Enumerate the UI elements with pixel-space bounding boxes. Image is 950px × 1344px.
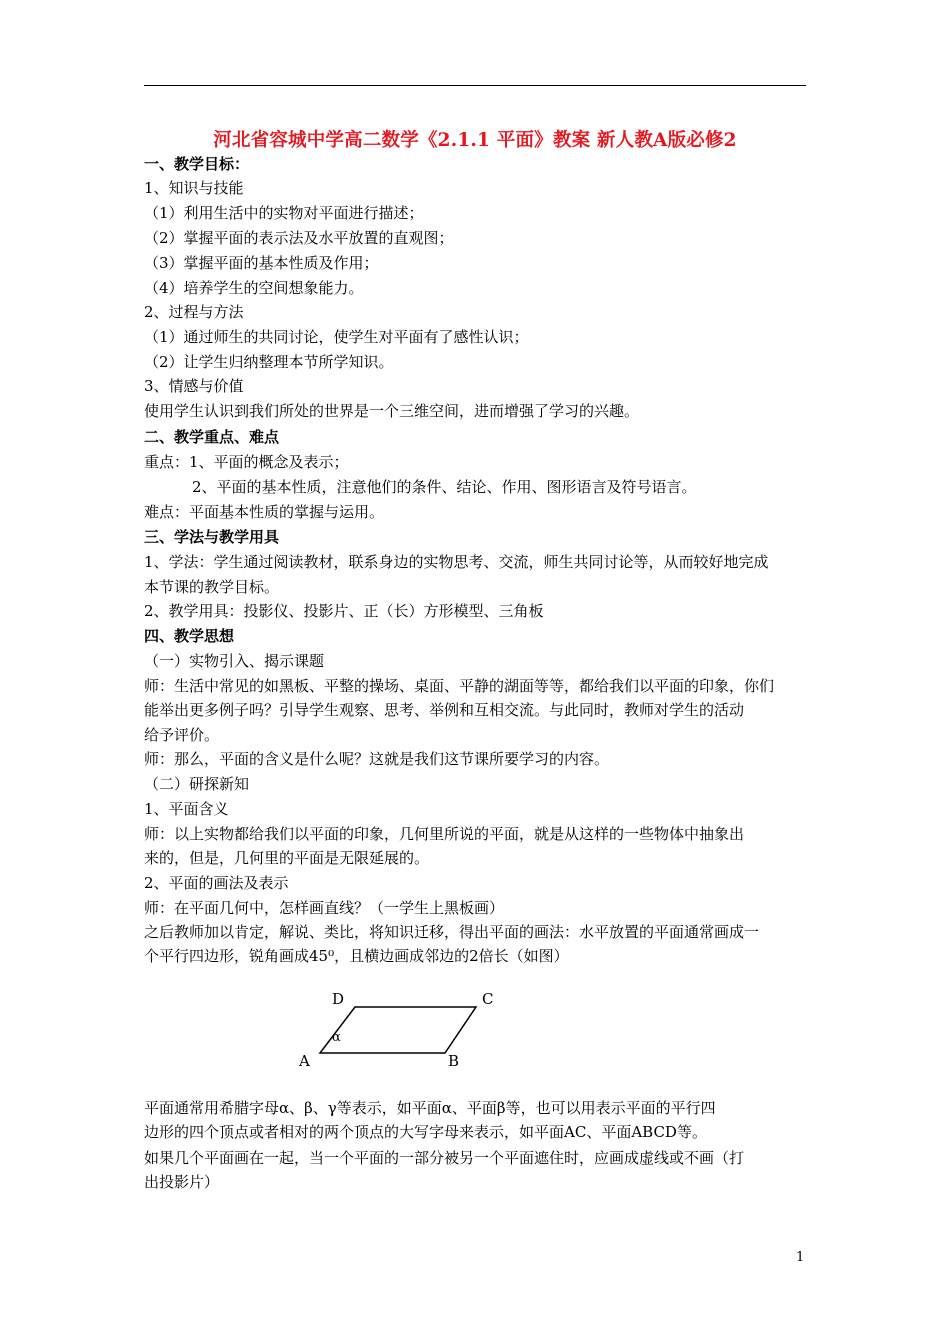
paragraph-line: 平面通常用希腊字母α、β、γ等表示，如平面α、平面β等，也可以用表示平面的平行四 [144,1099,716,1117]
paragraph-line: 重点：1、平面的概念及表示； [144,453,349,471]
paragraph-line: 1、平面含义 [144,800,229,818]
document-title: 河北省容城中学高二数学《2.1.1 平面》教案 新人教A版必修2 [213,130,737,151]
paragraph-line: 边形的四个顶点或者相对的两个顶点的大写字母来表示，如平面AC、平面ABCD等。 [144,1123,707,1141]
header-rule [144,85,806,86]
paragraph-line: 给予评价。 [144,726,220,744]
paragraph-line: 2、教学用具：投影仪、投影片、正（长）方形模型、三角板 [144,602,544,620]
parallelogram-shape [320,1007,476,1053]
vertex-label-b: B [448,1052,460,1070]
paragraph-line: 本节课的教学目标。 [144,578,280,596]
paragraph-line: 能举出更多例子吗？引导学生观察、思考、举例和互相交流。与此同时，教师对学生的活动 [144,701,745,719]
paragraph-line: 师：生活中常见的如黑板、平整的操场、桌面、平静的湖面等等，都给我们以平面的印象，你们 [144,677,775,695]
paragraph-line: 难点：平面基本性质的掌握与运用。 [144,503,385,521]
paragraph-line: 师：在平面几何中，怎样画直线？（一学生上黑板画） [144,899,505,917]
paragraph-line: 之后教师加以肯定，解说、类比，将知识迁移，得出平面的画法：水平放置的平面通常画成一 [144,923,760,941]
page-number: 1 [796,1250,805,1265]
paragraph-line: （2）掌握平面的表示法及水平放置的直观图； [144,229,454,247]
vertex-label-c: C [482,990,494,1008]
paragraph-line: 1、知识与技能 [144,179,244,197]
paragraph-line: （3）掌握平面的基本性质及作用； [144,254,379,272]
vertex-label-d: D [332,990,345,1008]
paragraph-line: （一）实物引入、揭示课题 [144,652,325,670]
angle-label: α [332,1030,341,1045]
paragraph-line: 来的，但是，几何里的平面是无限延展的。 [144,849,430,867]
paragraph-line: 1、学法：学生通过阅读教材，联系身边的实物思考、交流，师生共同讨论等，从而较好地完成 [144,553,769,571]
paragraph-line: （1）利用生活中的实物对平面进行描述； [144,204,424,222]
section-heading: 二、教学重点、难点 [144,428,280,446]
paragraph-line: 师：以上实物都给我们以平面的印象，几何里所说的平面，就是从这样的一些物体中抽象出 [144,825,745,843]
paragraph-line: （二）研探新知 [144,775,250,793]
paragraph-line: 个平行四边形，锐角画成45⁰，且横边画成邻边的2倍长（如图） [144,947,569,965]
paragraph-line: 2、过程与方法 [144,303,244,321]
section-heading: 一、教学目标： [144,155,250,173]
paragraph-line: 出投影片） [144,1173,220,1191]
paragraph-line: 使用学生认识到我们所处的世界是一个三维空间，进而增强了学习的兴趣。 [144,402,640,420]
paragraph-line: 2、平面的画法及表示 [144,874,289,892]
paragraph-line: （4）培养学生的空间想象能力。 [144,279,364,297]
paragraph-line: （2）让学生归纳整理本节所学知识。 [144,353,394,371]
paragraph-line: 师：那么，平面的含义是什么呢？这就是我们这节课所要学习的内容。 [144,750,610,768]
vertex-label-a: A [299,1052,310,1070]
parallelogram-figure [290,985,510,1075]
parallelogram-diagram [290,985,510,1075]
paragraph-line: 2、平面的基本性质，注意他们的条件、结论、作用、图形语言及符号语言。 [192,478,697,496]
section-heading: 四、教学思想 [144,627,235,645]
paragraph-line: 3、情感与价值 [144,377,244,395]
paragraph-line: 如果几个平面画在一起，当一个平面的一部分被另一个平面遮住时，应画成虚线或不画（打 [144,1149,745,1167]
paragraph-line: （1）通过师生的共同讨论，使学生对平面有了感性认识； [144,328,529,346]
section-heading: 三、学法与教学用具 [144,528,280,546]
